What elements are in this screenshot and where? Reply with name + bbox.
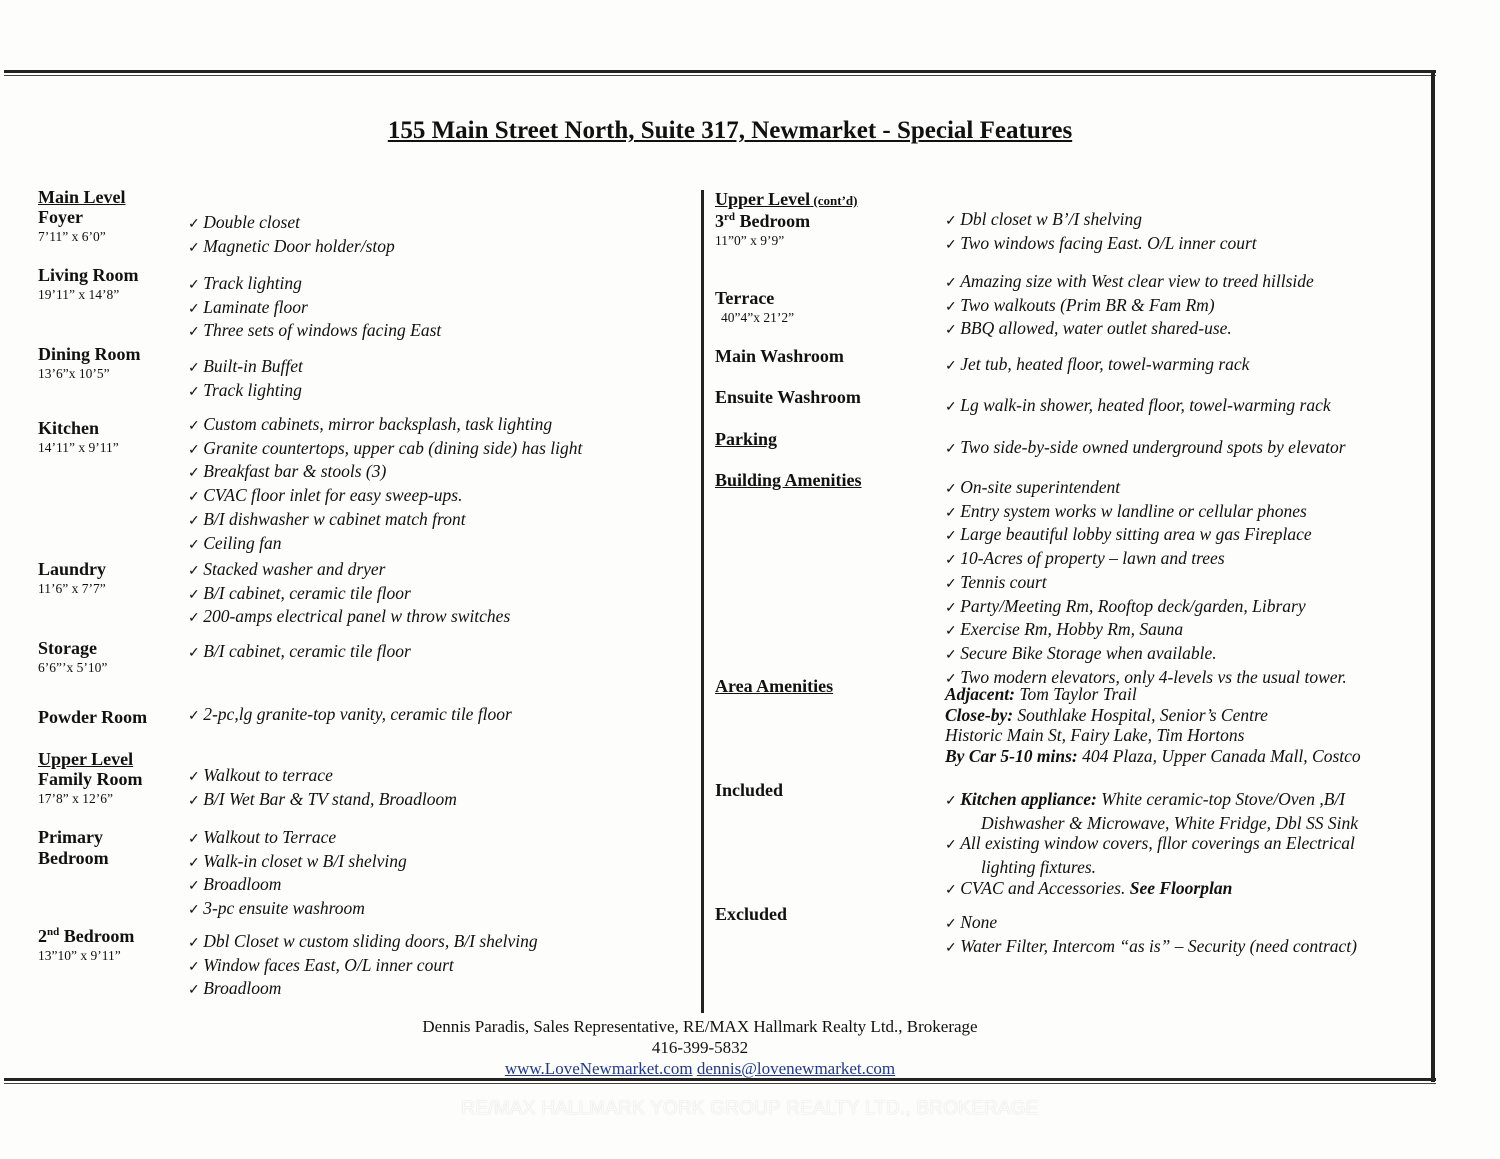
heading-suffix: (cont’d) bbox=[810, 193, 858, 208]
item-label: Kitchen appliance: bbox=[960, 789, 1097, 809]
website-link[interactable]: www.LoveNewmarket.com bbox=[504, 1059, 693, 1078]
feature-list bbox=[945, 395, 1331, 419]
feature-item bbox=[945, 789, 1358, 813]
storage-section bbox=[38, 638, 698, 676]
feature-item: ✓ BBQ allowed, water outlet shared-use. bbox=[945, 318, 1314, 342]
room-dimensions: 7’11” x 6’0” bbox=[38, 229, 106, 244]
feature-item: ✓ Track lighting bbox=[188, 273, 441, 297]
feature-list bbox=[188, 356, 303, 403]
feature-item: ✓ Water Filter, Intercom “as is” – Security (need contract) bbox=[945, 936, 1357, 960]
room-dimensions: 19’11” x 14’8” bbox=[38, 287, 120, 302]
third-bedroom-section bbox=[715, 189, 1431, 253]
room-name: Dining Room bbox=[38, 344, 141, 364]
upper-level-heading: Upper Level bbox=[38, 749, 134, 769]
item-value: White ceramic-top Stove/Oven ,B/I bbox=[1096, 789, 1346, 809]
feature-item: ✓ Two modern elevators, only 4-levels vs the usual tower. bbox=[945, 667, 1347, 691]
frame-right-border bbox=[1431, 72, 1435, 1082]
feature-item: ✓ Lg walk-in shower, heated floor, towel-warming rack bbox=[945, 395, 1331, 419]
feature-item: ✓ Magnetic Door holder/stop bbox=[188, 236, 395, 260]
laundry-section bbox=[38, 559, 698, 627]
main-level-heading: Main Level bbox=[38, 187, 126, 207]
building-amenities-heading: Building Amenities bbox=[715, 470, 862, 490]
room-dimensions: 14’11” x 9’11” bbox=[38, 440, 119, 455]
feature-item-continued: lighting fixtures. bbox=[981, 857, 1097, 878]
foyer-section bbox=[38, 187, 698, 256]
footer-links bbox=[0, 1058, 1400, 1079]
feature-item: ✓ Walk-in closet w B/I shelving bbox=[188, 851, 407, 875]
room-name: Primary bbox=[38, 827, 103, 847]
room-name: Family Room bbox=[38, 769, 143, 789]
feature-item: ✓ Custom cabinets, mirror backsplash, task lighting bbox=[188, 414, 582, 438]
feature-list bbox=[188, 559, 510, 630]
upper-level-cont-heading bbox=[715, 189, 1431, 211]
room-name-text: Bedroom bbox=[735, 211, 811, 231]
feature-item: ✓ B/I dishwasher w cabinet match front bbox=[188, 509, 582, 533]
feature-item: ✓ B/I Wet Bar & TV stand, Broadloom bbox=[188, 789, 457, 813]
feature-item: ✓ Walkout to terrace bbox=[188, 765, 457, 789]
feature-item: ✓ On-site superintendent bbox=[945, 477, 1347, 501]
living-room-section bbox=[38, 265, 698, 341]
feature-list bbox=[945, 437, 1346, 461]
feature-item: ✓ Party/Meeting Rm, Rooftop deck/garden, Library bbox=[945, 596, 1347, 620]
email-link[interactable]: dennis@lovenewmarket.com bbox=[696, 1059, 896, 1078]
feature-item: ✓ B/I cabinet, ceramic tile floor bbox=[188, 641, 411, 665]
area-value: Tom Taylor Trail bbox=[1015, 684, 1137, 704]
feature-item: ✓ B/I cabinet, ceramic tile floor bbox=[188, 583, 510, 607]
area-label: Close-by: bbox=[945, 704, 1014, 725]
feature-list bbox=[188, 765, 457, 812]
included-section bbox=[715, 780, 1431, 898]
room-name: Bedroom bbox=[38, 848, 109, 868]
area-line: Historic Main St, Fairy Lake, Tim Hortons bbox=[945, 725, 1245, 746]
feature-item: ✓ CVAC floor inlet for easy sweep-ups. bbox=[188, 485, 582, 509]
feature-item bbox=[945, 878, 1358, 902]
parking-section bbox=[715, 429, 1431, 457]
excluded-list bbox=[945, 912, 1357, 959]
feature-list bbox=[945, 209, 1257, 256]
ordinal-suffix: nd bbox=[47, 926, 60, 938]
ordinal-number: 3 bbox=[715, 211, 724, 231]
frame-top-border bbox=[4, 70, 1436, 73]
terrace-section bbox=[715, 271, 1431, 339]
column-divider bbox=[701, 190, 704, 1013]
feature-item: ✓ Double closet bbox=[188, 212, 395, 236]
feature-item: ✓ Track lighting bbox=[188, 380, 303, 404]
second-bedroom-section bbox=[38, 926, 698, 999]
area-amenities-section bbox=[715, 676, 1431, 767]
feature-item: ✓ Laminate floor bbox=[188, 297, 441, 321]
excluded-heading: Excluded bbox=[715, 904, 788, 924]
room-dimensions: 40”4”x 21’2” bbox=[721, 310, 795, 325]
room-name: Laundry bbox=[38, 559, 107, 579]
area-value: Southlake Hospital, Senior’s Centre bbox=[1013, 704, 1268, 725]
room-name-text: Bedroom bbox=[59, 926, 135, 946]
ordinal-suffix: rd bbox=[724, 211, 735, 223]
feature-item: ✓ Secure Bike Storage when available. bbox=[945, 643, 1347, 667]
dining-room-section bbox=[38, 344, 698, 400]
room-name: Main Washroom bbox=[715, 346, 844, 366]
feature-list bbox=[188, 827, 407, 922]
ordinal-number: 2 bbox=[38, 926, 47, 946]
footer-agent-line: Dennis Paradis, Sales Representative, RE/MAX Hallmark Realty Ltd., Brokerage bbox=[422, 1017, 978, 1036]
feature-item: ✓ Two windows facing East. O/L inner court bbox=[945, 233, 1257, 257]
feature-item-continued: Dishwasher & Microwave, White Fridge, Dbl SS Sink bbox=[981, 812, 1359, 833]
feature-list bbox=[945, 271, 1314, 342]
kitchen-section bbox=[38, 414, 698, 553]
powder-room-section bbox=[38, 704, 698, 728]
family-room-section bbox=[38, 749, 698, 807]
area-line bbox=[945, 705, 1361, 726]
feature-item: ✓ Two walkouts (Prim BR & Fam Rm) bbox=[945, 295, 1314, 319]
room-name: Storage bbox=[38, 638, 97, 658]
ensuite-washroom-section bbox=[715, 387, 1431, 415]
feature-item: ✓ Entry system works w landline or cellular phones bbox=[945, 501, 1347, 525]
feature-item: ✓ Broadloom bbox=[188, 874, 407, 898]
feature-list bbox=[945, 354, 1249, 378]
feature-item: ✓ Breakfast bar & stools (3) bbox=[188, 461, 582, 485]
feature-list bbox=[188, 641, 411, 665]
room-dimensions: 13”10” x 9’11” bbox=[38, 948, 121, 963]
excluded-section bbox=[715, 904, 1431, 956]
feature-item: ✓ Two side-by-side owned underground spots by elevator bbox=[945, 437, 1346, 461]
room-name: Ensuite Washroom bbox=[715, 387, 861, 407]
feature-item: ✓ 200-amps electrical panel w throw switches bbox=[188, 606, 510, 630]
feature-item: ✓ Window faces East, O/L inner court bbox=[188, 955, 538, 979]
area-label: By Car 5-10 mins: bbox=[945, 746, 1078, 767]
feature-item: ✓ Jet tub, heated floor, towel-warming rack bbox=[945, 354, 1249, 378]
frame-bottom-border-thin bbox=[4, 1083, 1436, 1084]
heading-text: Upper Level bbox=[715, 189, 811, 209]
parking-heading: Parking bbox=[715, 429, 778, 449]
feature-item: ✓ Stacked washer and dryer bbox=[188, 559, 510, 583]
room-name: Foyer bbox=[38, 207, 83, 227]
feature-item: ✓ Tennis court bbox=[945, 572, 1347, 596]
footer-phone: 416-399-5832 bbox=[651, 1038, 749, 1057]
item-label: See Floorplan bbox=[1129, 877, 1233, 898]
feature-item: ✓ None bbox=[945, 912, 1357, 936]
feature-list bbox=[188, 212, 395, 259]
included-list bbox=[945, 789, 1358, 902]
feature-list bbox=[188, 704, 512, 728]
area-line bbox=[945, 746, 1361, 767]
feature-item: ✓ Amazing size with West clear view to treed hillside bbox=[945, 271, 1314, 295]
feature-item: ✓ Ceiling fan bbox=[188, 533, 582, 557]
room-dimensions: 6’6”’x 5’10” bbox=[38, 660, 108, 675]
feature-item: ✓ 10-Acres of property – lawn and trees bbox=[945, 548, 1347, 572]
included-heading: Included bbox=[715, 780, 784, 800]
feature-item: ✓ Dbl Closet w custom sliding doors, B/I shelving bbox=[188, 931, 538, 955]
main-washroom-section bbox=[715, 346, 1431, 374]
area-amenities-heading: Area Amenities bbox=[715, 676, 834, 696]
feature-item: ✓ 2-pc,lg granite-top vanity, ceramic tile floor bbox=[188, 704, 512, 728]
feature-item: ✓ Large beautiful lobby sitting area w gas Fireplace bbox=[945, 524, 1347, 548]
feature-item: ✓ 3-pc ensuite washroom bbox=[188, 898, 407, 922]
feature-item: ✓ Granite countertops, upper cab (dining side) has light bbox=[188, 438, 582, 462]
feature-item: ✓ Built-in Buffet bbox=[188, 356, 303, 380]
feature-item: ✓ Walkout to Terrace bbox=[188, 827, 407, 851]
feature-list bbox=[188, 414, 582, 556]
feature-list bbox=[188, 931, 538, 1002]
room-dimensions: 17’8” x 12’6” bbox=[38, 791, 113, 806]
feature-item: ✓ Broadloom bbox=[188, 978, 538, 1002]
area-amenities-list bbox=[945, 684, 1361, 767]
feature-item: ✓ Three sets of windows facing East bbox=[188, 320, 441, 344]
feature-item: ✓ Dbl closet w B’/I shelving bbox=[945, 209, 1257, 233]
area-value: 404 Plaza, Upper Canada Mall, Costco bbox=[1077, 746, 1361, 767]
room-dimensions: 11’6” x 7’7” bbox=[38, 581, 106, 596]
feature-list bbox=[945, 477, 1347, 690]
document-title: 155 Main Street North, Suite 317, Newmarket - Special Features bbox=[387, 117, 1073, 144]
room-name: Powder Room bbox=[38, 707, 148, 727]
room-name: Terrace bbox=[715, 288, 775, 308]
room-dimensions: 11”0” x 9’9” bbox=[715, 233, 785, 248]
area-label: Adjacent: bbox=[945, 684, 1015, 704]
frame-top-border-thin bbox=[4, 75, 1436, 76]
feature-list bbox=[188, 273, 441, 344]
feature-item: ✓ All existing window covers, fllor coverings an Electrical bbox=[945, 833, 1358, 857]
area-line bbox=[945, 684, 1361, 705]
room-dimensions: 13’6”x 10’5” bbox=[38, 366, 110, 381]
feature-item: ✓ Exercise Rm, Hobby Rm, Sauna bbox=[945, 619, 1347, 643]
item-value: CVAC and Accessories. bbox=[960, 877, 1130, 898]
brokerage-watermark: RE/MAX HALLMARK YORK GROUP REALTY LTD., BROKERAGE bbox=[461, 1098, 1039, 1119]
room-name: Living Room bbox=[38, 265, 139, 285]
room-name: Kitchen bbox=[38, 418, 99, 438]
primary-bedroom-section bbox=[38, 827, 698, 919]
